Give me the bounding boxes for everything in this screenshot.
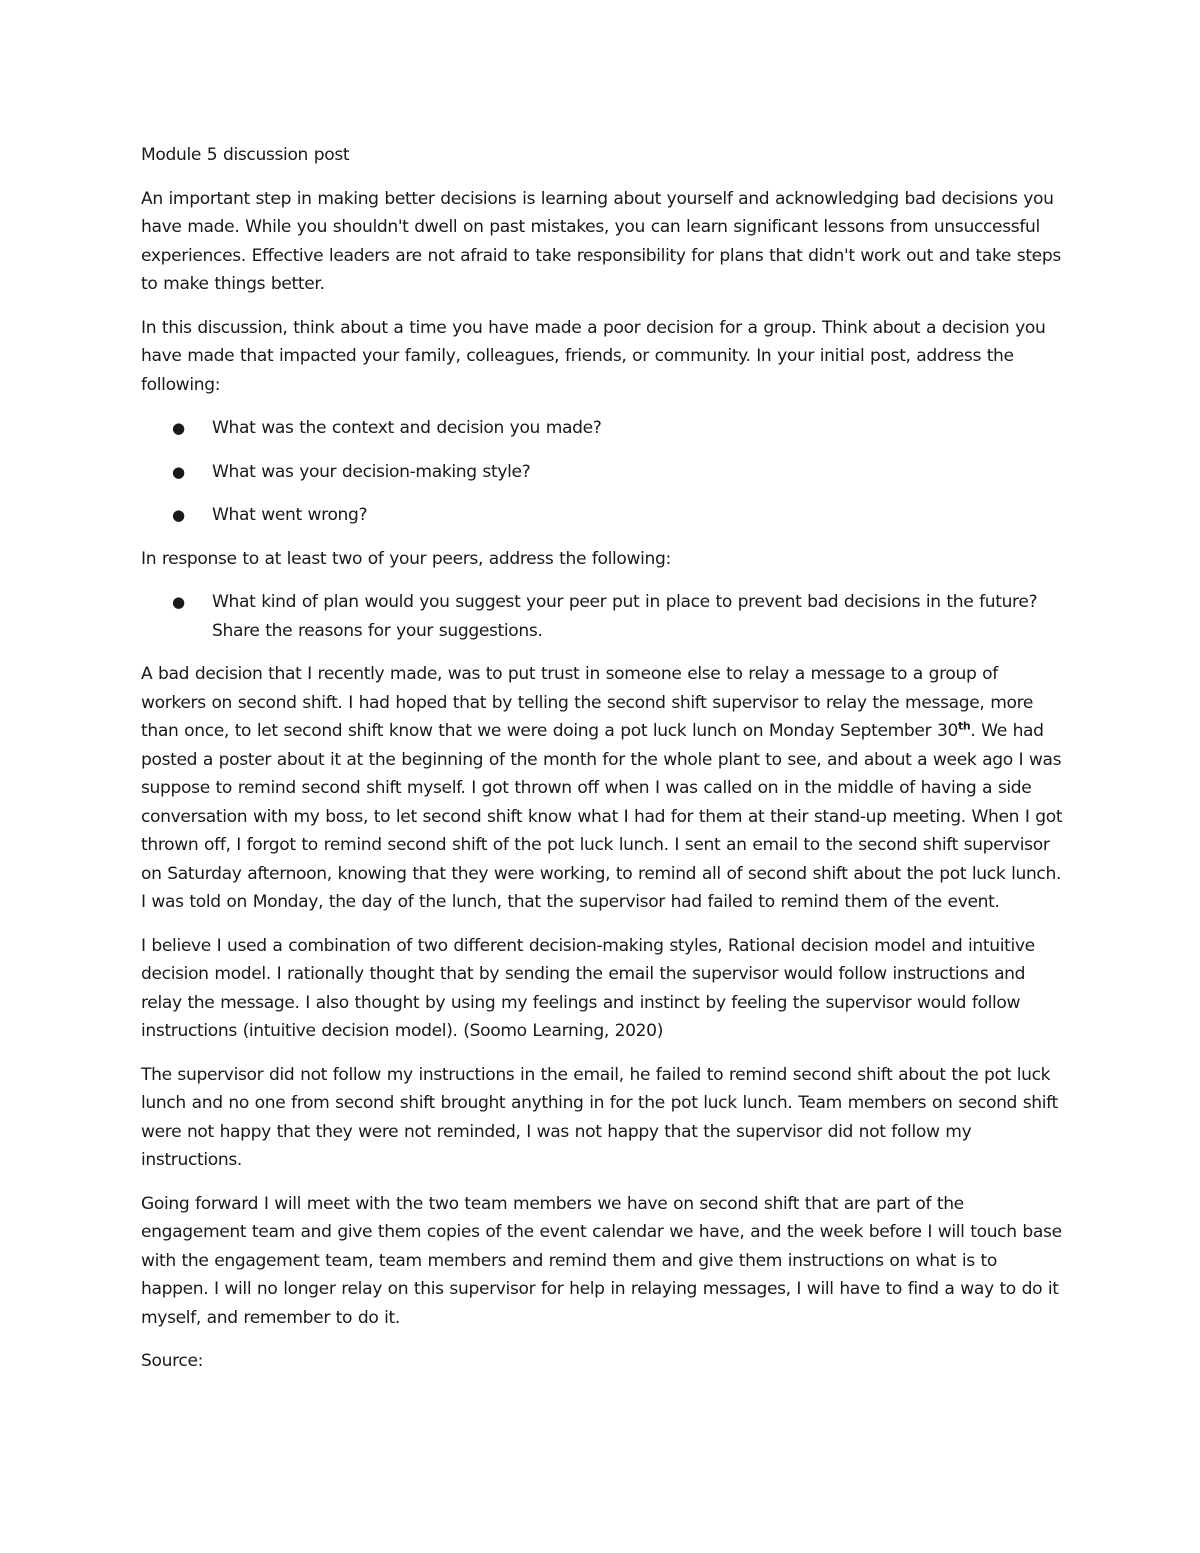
list-item [141, 588, 1066, 645]
answer-paragraph-what-went-wrong: The supervisor did not follow my instructions in the email, he failed to remind second shift about the pot luck lunch and no one from second shift brought anything in for the pot luck lunch. Team members on second shift were not happy that they were not reminded, I was not happy that the supervisor did not follow my instructions. [141, 1064, 1058, 1170]
answer-context-start: A bad decision that I recently made, was to put trust in someone else to relay a message to a group of workers on second shift. I had hoped that by telling the second shift supervisor to relay the message, more than once, to let second shift know that we were doing a pot luck lunch on Monday September 30 [141, 664, 1034, 741]
document-title: Module 5 discussion post [141, 145, 350, 165]
list-item [141, 414, 1066, 443]
question-text: What was the context and decision you made? [212, 418, 602, 438]
peer-question-text: What kind of plan would you suggest your peer put in place to prevent bad decisions in the future? Share the reasons for your suggestions. [212, 592, 1038, 641]
bullet-icon: ● [172, 506, 185, 524]
question-text: What went wrong? [212, 505, 368, 525]
list-item [141, 501, 1066, 530]
bullet-icon: ● [172, 419, 185, 437]
intro-paragraph: An important step in making better decisions is learning about yourself and acknowledging bad decisions you have made. While you shouldn't dwell on past mistakes, you can learn significant lessons from unsuccessful experiences. Effective leaders are not afraid to take responsibility for plans that didn't work out and take steps to make things better. [141, 188, 1061, 294]
answer-paragraph-style: I believe I used a combination of two different decision-making styles, Rational decision model and intuitive decision model. I rationally thought that by sending the email the supervisor would follow instructions and relay the message. I also thought by using my feelings and instinct by feeling the supervisor would follow instructions (intuitive decision model). (Soomo Learning, 2020) [141, 935, 1035, 1041]
ordinal-suffix: th [958, 719, 971, 733]
document-page [141, 141, 1066, 1391]
peer-question-list [141, 588, 1066, 645]
source-label: Source: [141, 1351, 204, 1371]
list-item [141, 458, 1066, 487]
answer-paragraph-context [141, 660, 1066, 917]
bullet-icon: ● [172, 593, 185, 611]
answer-paragraph-going-forward: Going forward I will meet with the two team members we have on second shift that are part of the engagement team and give them copies of the event calendar we have, and the week before I will touch base with the engagement team, team members and remind them and give them instructions on what is to happen. I will no longer relay on this supervisor for help in relaying messages, I will have to find a way to do it myself, and remember to do it. [141, 1193, 1062, 1328]
prompt-paragraph: In this discussion, think about a time you have made a poor decision for a group. Think about a decision you have made that impacted your family, colleagues, friends, or community. In your initial post, address the following: [141, 317, 1046, 395]
peer-prompt-paragraph: In response to at least two of your peers, address the following: [141, 548, 671, 569]
bullet-icon: ● [172, 462, 185, 481]
question-text: What was your decision-making style? [212, 461, 531, 482]
question-list [141, 414, 1066, 530]
answer-context-rest: . We had posted a poster about it at the beginning of the month for the whole plant to see, and about a week ago I was suppose to remind second shift myself. I got thrown off when I was called on in the middle of having a side conversation with my boss, to let second shift know what I had for them at their stand-up meeting. When I got thrown off, I forgot to remind second shift of the pot luck lunch. I sent an email to the second shift supervisor on Saturday afternoon, knowing that they were working, to remind all of second shift about the pot luck lunch. I was told on Monday, the day of the lunch, that the supervisor had failed to remind them of the event. [141, 721, 1063, 912]
